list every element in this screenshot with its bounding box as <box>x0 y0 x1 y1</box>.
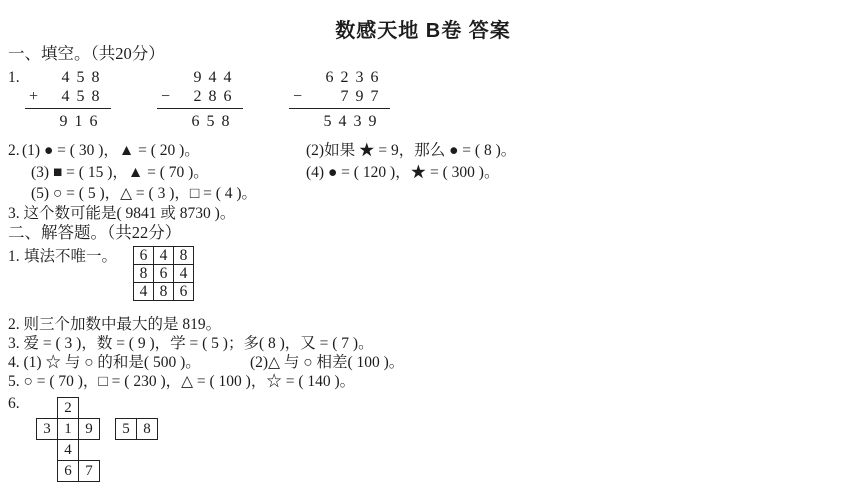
pair-cell: 5 <box>115 418 137 440</box>
cross-cell: 7 <box>78 460 100 482</box>
arith-problem-2 <box>157 68 243 130</box>
cross-cell: 6 <box>57 460 79 482</box>
arith3-operator: − <box>293 88 304 105</box>
s2p4-answer-2: (2)△ 与 ○ 相差( 100 )。 <box>250 354 405 371</box>
pair-cell: 8 <box>136 418 158 440</box>
s2p1-line <box>0 248 846 320</box>
arith1-operand-row <box>25 88 111 109</box>
arith3-top-number: 6 2 3 6 <box>325 69 380 86</box>
p3-answer: 3. 这个数可能是( 9841 或 8730 )。 <box>8 205 236 222</box>
s2p2-answer: 2. 则三个加数中最大的是 819。 <box>8 316 222 333</box>
arith1-top-number: 4 5 8 <box>61 69 101 86</box>
magic-cell: 4 <box>174 265 194 283</box>
arith1-result: 9 1 6 <box>59 113 99 130</box>
s2p1-text: 填法不唯一。 <box>24 248 118 265</box>
arith2-bottom-number: 2 8 6 <box>193 88 233 105</box>
s2p3-answer: 3. 爱 = ( 3 )，数 = ( 9 )，学 = ( 5 )；多( 8 )，又 = ( 7 )。 <box>8 335 374 352</box>
p2-answer-1: (1) ● = ( 30 )，▲ = ( 20 )。 <box>22 142 200 159</box>
arith2-top-number: 9 4 4 <box>193 69 233 86</box>
cross-grid <box>36 397 100 482</box>
problem1-label: 1. <box>8 69 20 86</box>
magic-cell: 8 <box>154 283 174 301</box>
cross-cell: 2 <box>57 397 79 419</box>
arith2-result: 6 5 8 <box>191 113 231 130</box>
p2-answer-2: (2)如果 ★ = 9，那么 ● = ( 8 )。 <box>306 142 517 159</box>
s2p1-label: 1. <box>8 248 20 265</box>
p2-answer-5: (5) ○ = ( 5 )，△ = ( 3 )，□ = ( 4 )。 <box>31 185 258 202</box>
arith3-bottom-number: 7 9 7 <box>340 88 380 105</box>
p2-answer-3: (3) ■ = ( 15 )，▲ = ( 70 )。 <box>31 164 209 181</box>
s2p4-answer-1: 4. (1) ☆ 与 ○ 的和是( 500 )。 <box>8 354 201 371</box>
page-title: 数感天地 B卷 答案 <box>335 20 511 42</box>
arith-problem-3 <box>289 68 390 130</box>
cross-cell: 4 <box>57 439 79 461</box>
arith3-operand-row <box>289 88 390 109</box>
magic-row <box>134 247 194 265</box>
magic-square-grid <box>133 246 194 301</box>
magic-cell: 8 <box>174 247 194 265</box>
pair-grid <box>115 418 158 440</box>
cross-cell: 3 <box>36 418 58 440</box>
s2p5-answer: 5. ○ = ( 70 )，□ = ( 230 )，△ = ( 100 )，☆ = ( 140 )。 <box>8 373 356 390</box>
s2p6-label: 6. <box>8 395 20 412</box>
magic-row <box>134 283 194 301</box>
magic-cell: 6 <box>134 247 154 265</box>
arith2-operand-row <box>157 88 243 109</box>
magic-cell: 4 <box>134 283 154 301</box>
arith2-operator: − <box>161 88 172 105</box>
problem2-label: 2. <box>8 142 20 159</box>
arith-problem-1 <box>25 68 111 130</box>
magic-cell: 6 <box>174 283 194 301</box>
p2-answer-4: (4) ● = ( 120 )，★ = ( 300 )。 <box>306 164 500 181</box>
magic-cell: 8 <box>134 265 154 283</box>
magic-cell: 6 <box>154 265 174 283</box>
cross-cell: 1 <box>57 418 79 440</box>
magic-row <box>134 265 194 283</box>
arith1-bottom-number: 4 5 8 <box>61 88 101 105</box>
section1-header: 一、填空。（共20分） <box>8 44 165 63</box>
cross-cell: 9 <box>78 418 100 440</box>
section2-header: 二、解答题。（共22分） <box>8 223 182 242</box>
arith1-operator: + <box>29 88 40 105</box>
magic-cell: 4 <box>154 247 174 265</box>
arith3-result: 5 4 3 9 <box>323 113 378 130</box>
